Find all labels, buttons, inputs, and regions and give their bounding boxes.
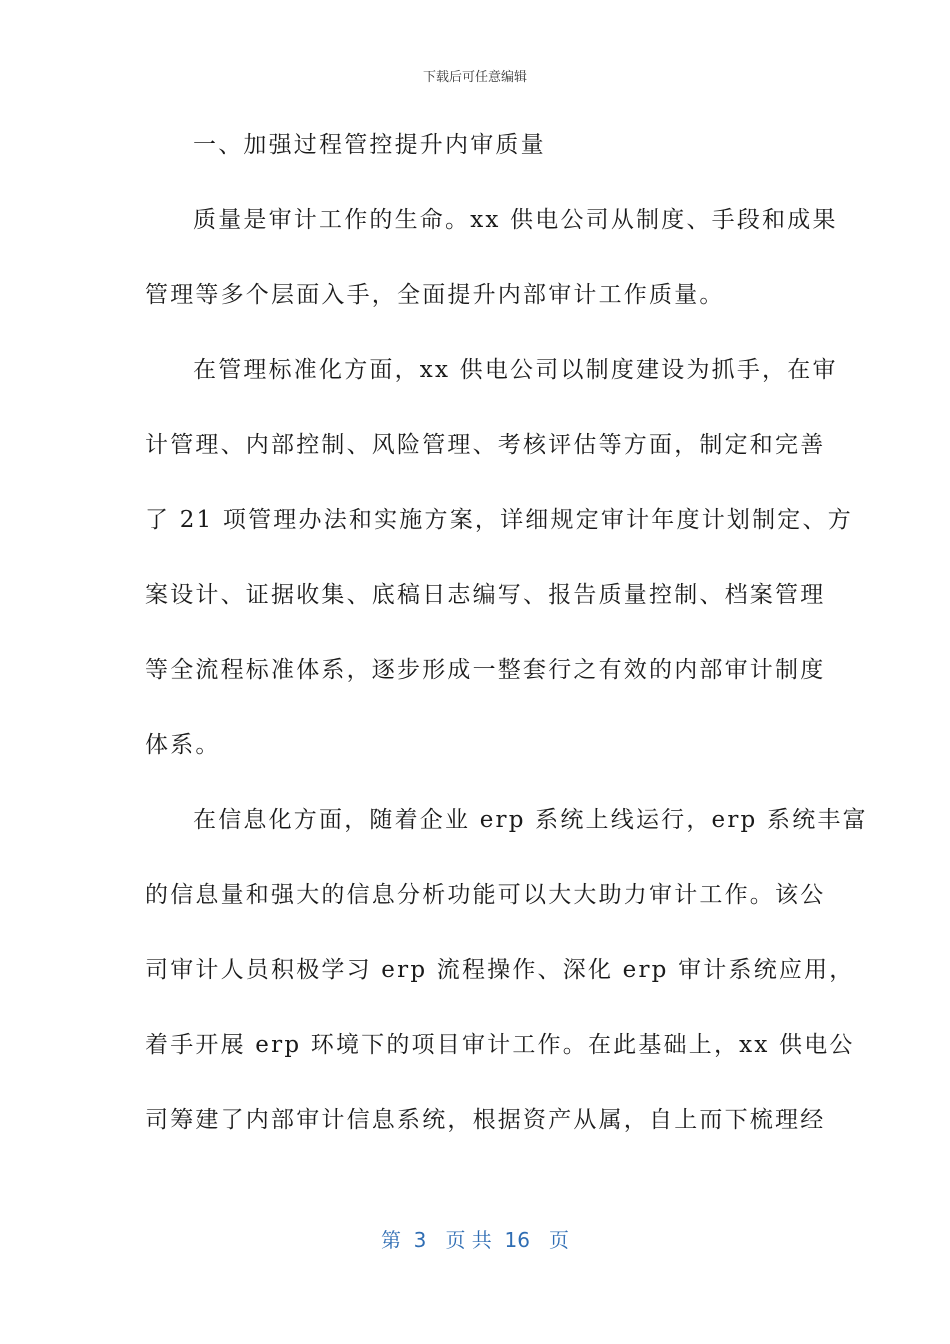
section-heading: 一、加强过程管控提升内审质量: [193, 132, 546, 158]
paragraph-line: 等全流程标准体系，逐步形成一整套行之有效的内部审计制度: [145, 657, 826, 683]
paragraph-line: 司筹建了内部审计信息系统，根据资产从属，自上而下梳理经: [145, 1107, 826, 1133]
paragraph-line: 了 21 项管理办法和实施方案，详细规定审计年度计划制定、方: [145, 507, 853, 533]
paragraph-line: 计管理、内部控制、风险管理、考核评估等方面，制定和完善: [145, 432, 826, 458]
paragraph-line: 质量是审计工作的生命。xx 供电公司从制度、手段和成果: [193, 207, 838, 233]
page-number-footer: 第 3 页 共 16 页: [380, 1228, 570, 1252]
paragraph-line: 在管理标准化方面，xx 供电公司以制度建设为抓手，在审: [193, 357, 838, 383]
paragraph-line: 管理等多个层面入手，全面提升内部审计工作质量。: [145, 282, 725, 308]
paragraph-line: 在信息化方面，随着企业 erp 系统上线运行，erp 系统丰富: [193, 807, 868, 833]
page-header: 下载后可任意编辑: [422, 70, 527, 85]
paragraph-line: 着手开展 erp 环境下的项目审计工作。在此基础上，xx 供电公: [145, 1032, 855, 1058]
paragraph-line: 案设计、证据收集、底稿日志编写、报告质量控制、档案管理: [145, 582, 826, 608]
paragraph-line: 司审计人员积极学习 erp 流程操作、深化 erp 审计系统应用，: [145, 957, 855, 983]
paragraph-line: 体系。: [145, 732, 221, 758]
paragraph-line: 的信息量和强大的信息分析功能可以大大助力审计工作。该公: [145, 882, 826, 908]
document-body: [145, 122, 868, 1172]
